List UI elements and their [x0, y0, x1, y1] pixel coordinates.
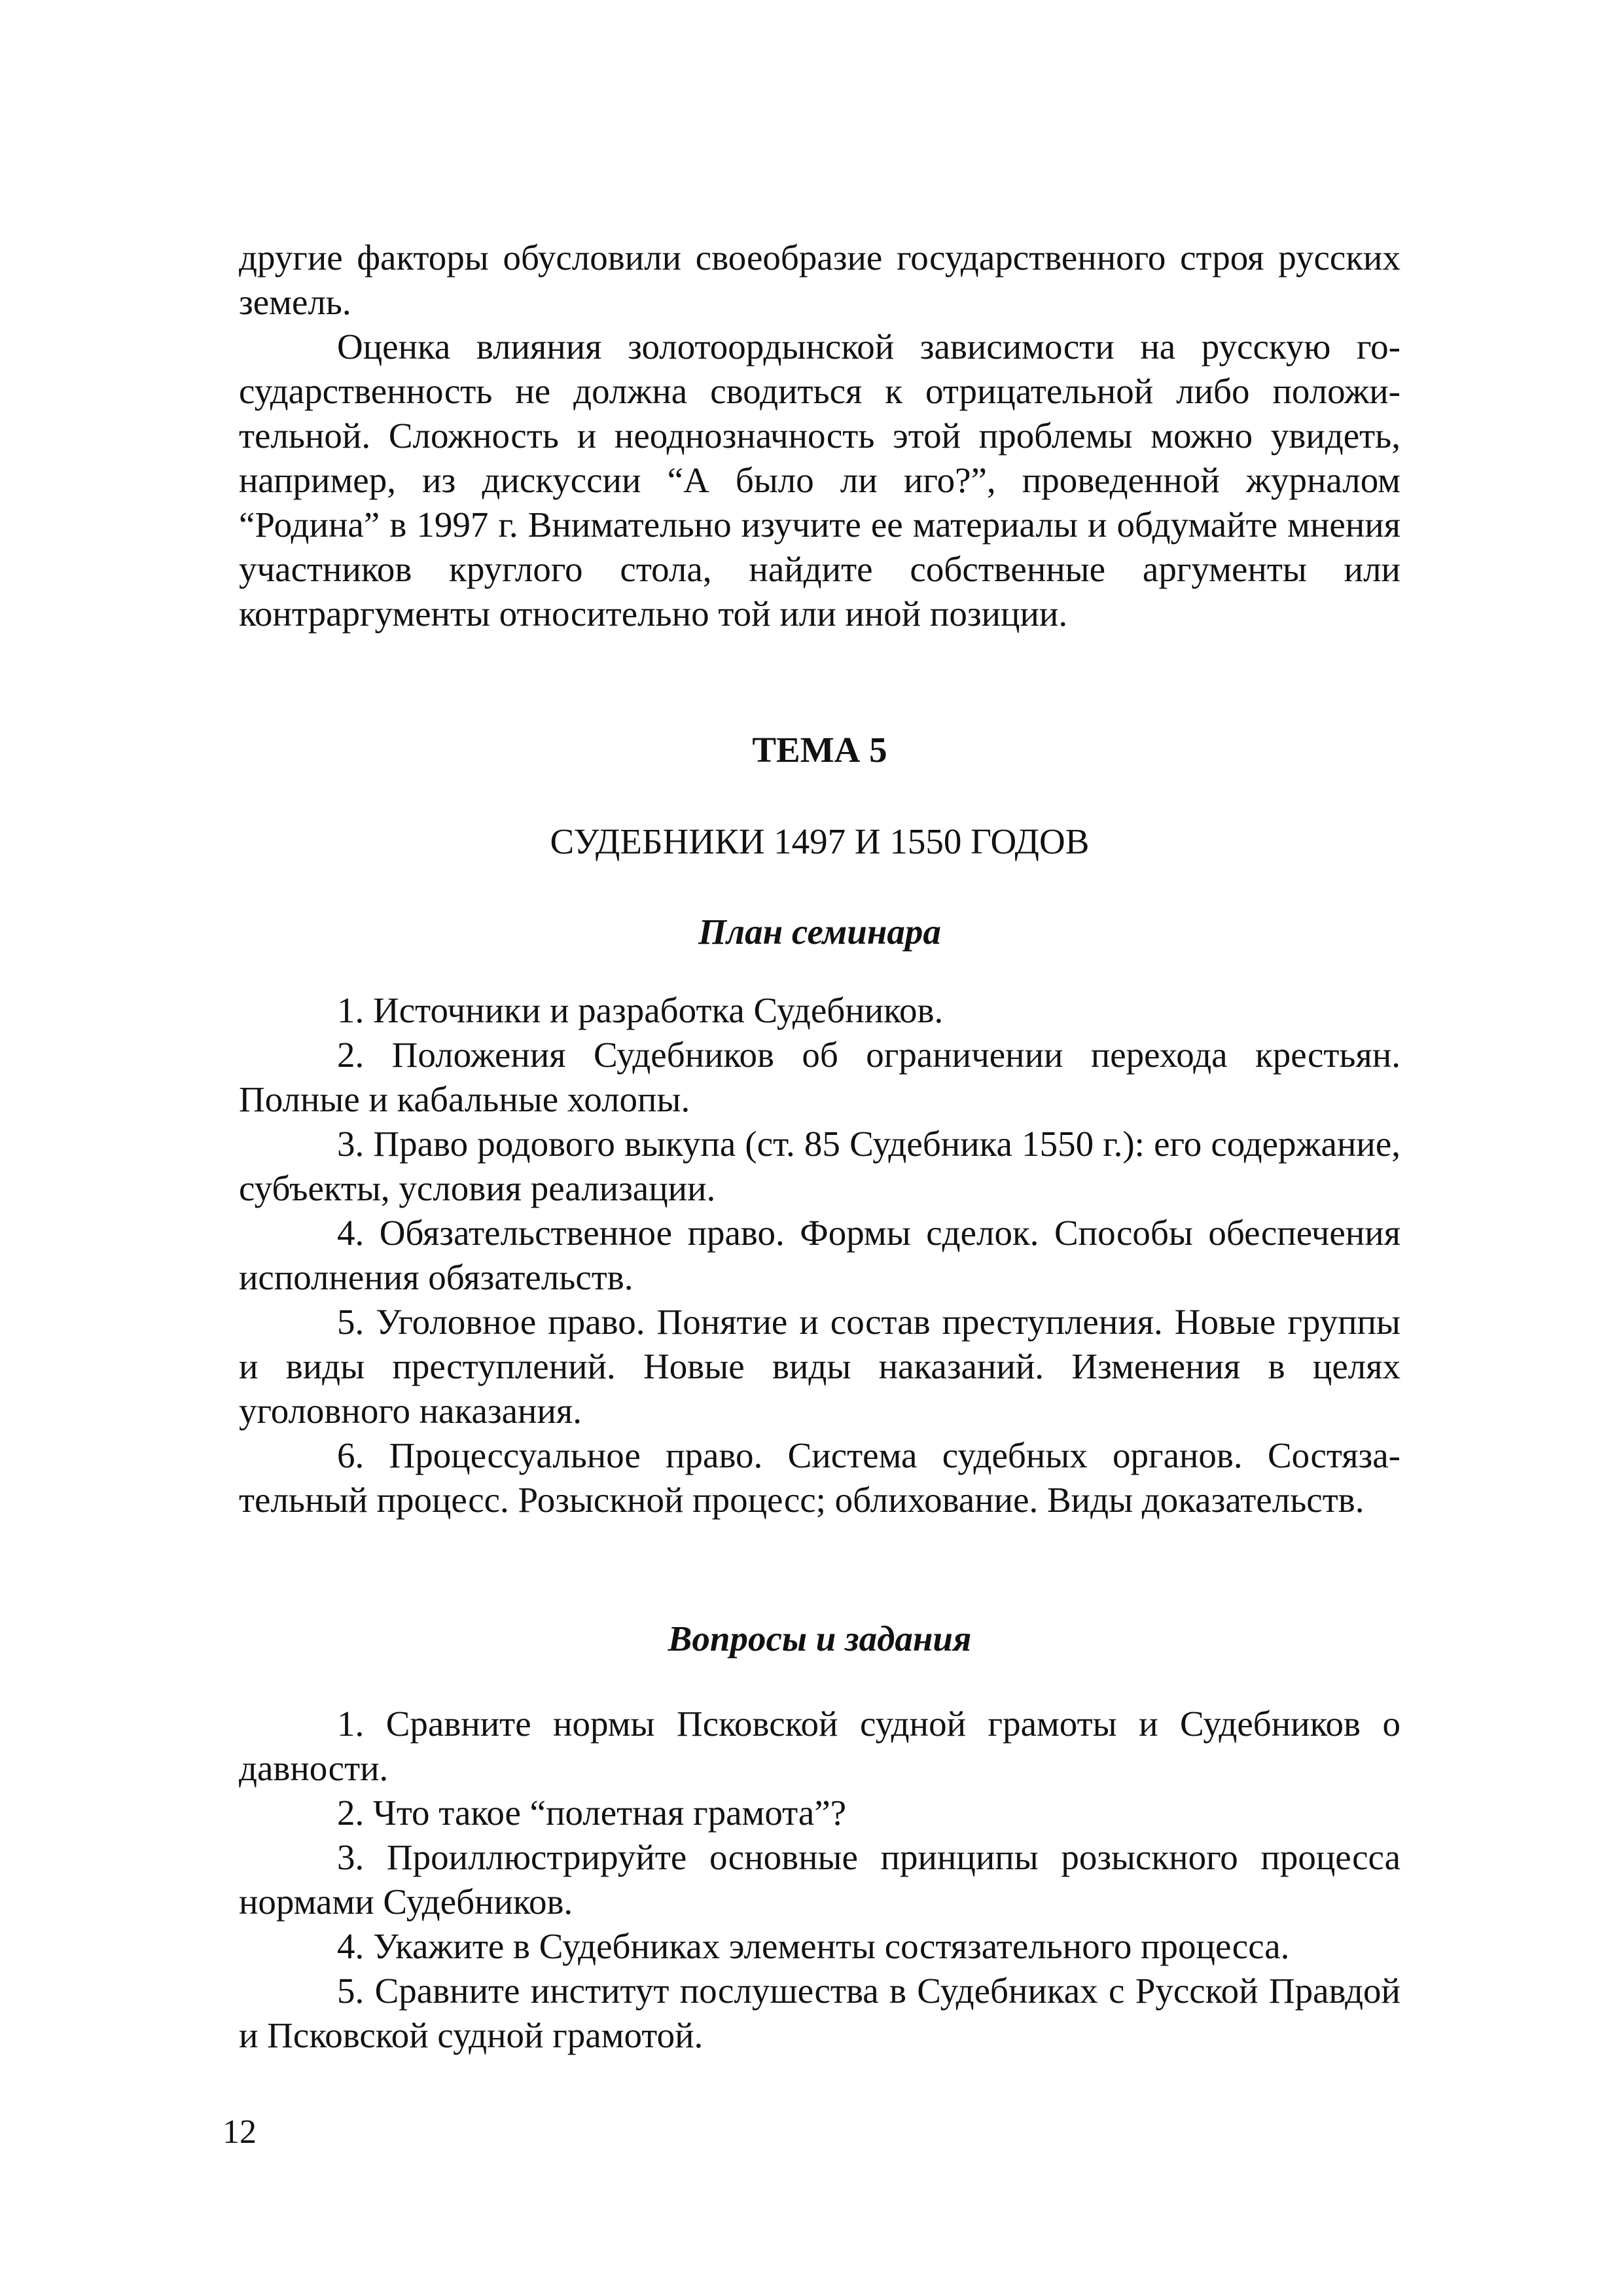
plan-item: 6. Процессуальное право. Система судебных органов. Состязательный процесс. Розыскной процесс; облихование. Виды доказательств.	[239, 1435, 1400, 1520]
topic-title: ТЕМА 5	[752, 730, 887, 770]
plan-item: 5. Уголовное право. Понятие и состав преступления. Новые группы и виды преступлений. Новые виды наказаний. Изменения в целях уголовного наказания.	[239, 1302, 1400, 1431]
topic-subtitle: СУДЕБНИКИ 1497 И 1550 ГОДОВ	[550, 821, 1090, 861]
question-item: 2. Что такое “полетная грамота”?	[337, 1793, 847, 1833]
plan-item: 3. Право родового выкупа (ст. 85 Судебника 1550 г.): его содержание, субъекты, условия реализации.	[239, 1124, 1400, 1208]
intro-text	[239, 236, 1400, 636]
questions-list	[239, 1702, 1400, 2058]
question-item: 4. Укажите в Судебниках элементы состязательного процесса.	[337, 1926, 1290, 1966]
question-item: 1. Сравните нормы Псковской судной грамоты и Судебников о давности.	[239, 1704, 1400, 1788]
plan-item: 2. Положения Судебников об ограничении перехода крестьян. Полные и кабальные холопы.	[239, 1035, 1400, 1119]
intro-paragraph-assessment: Оценка влияния золотоордынской зависимости на русскую государственность не должна сводиться к отрицательной либо положительной. Сложность и неоднозначность этой проблемы можно увидеть, например, из дискуссии “А было ли иго?”, проведенной журналом “Родина” в 1997 г. Внимательно изучите ее материалы и обдумайте мнения участников круглого стола, найдите собственные аргументы или контраргументы относительно той или иной позиции.	[239, 327, 1400, 634]
plan-heading: План семинара	[698, 912, 941, 952]
plan-item: 1. Источники и разработка Судебников.	[337, 990, 944, 1030]
questions-heading: Вопросы и задания	[668, 1619, 972, 1659]
plan-list	[239, 988, 1400, 1522]
question-item: 3. Проиллюстрируйте основные принципы розыскного процесса нормами Судебников.	[239, 1837, 1400, 1922]
plan-item: 4. Обязательственное право. Формы сделок. Способы обеспечения исполнения обязательств.	[239, 1213, 1400, 1297]
intro-paragraph-continuation: другие факторы обусловили своеобразие государственного строя русских земель.	[239, 238, 1400, 322]
page-number: 12	[223, 2113, 257, 2151]
question-item: 5. Сравните институт послушества в Судебниках с Русской Правдой и Псковской судной грамотой.	[239, 1971, 1400, 2055]
